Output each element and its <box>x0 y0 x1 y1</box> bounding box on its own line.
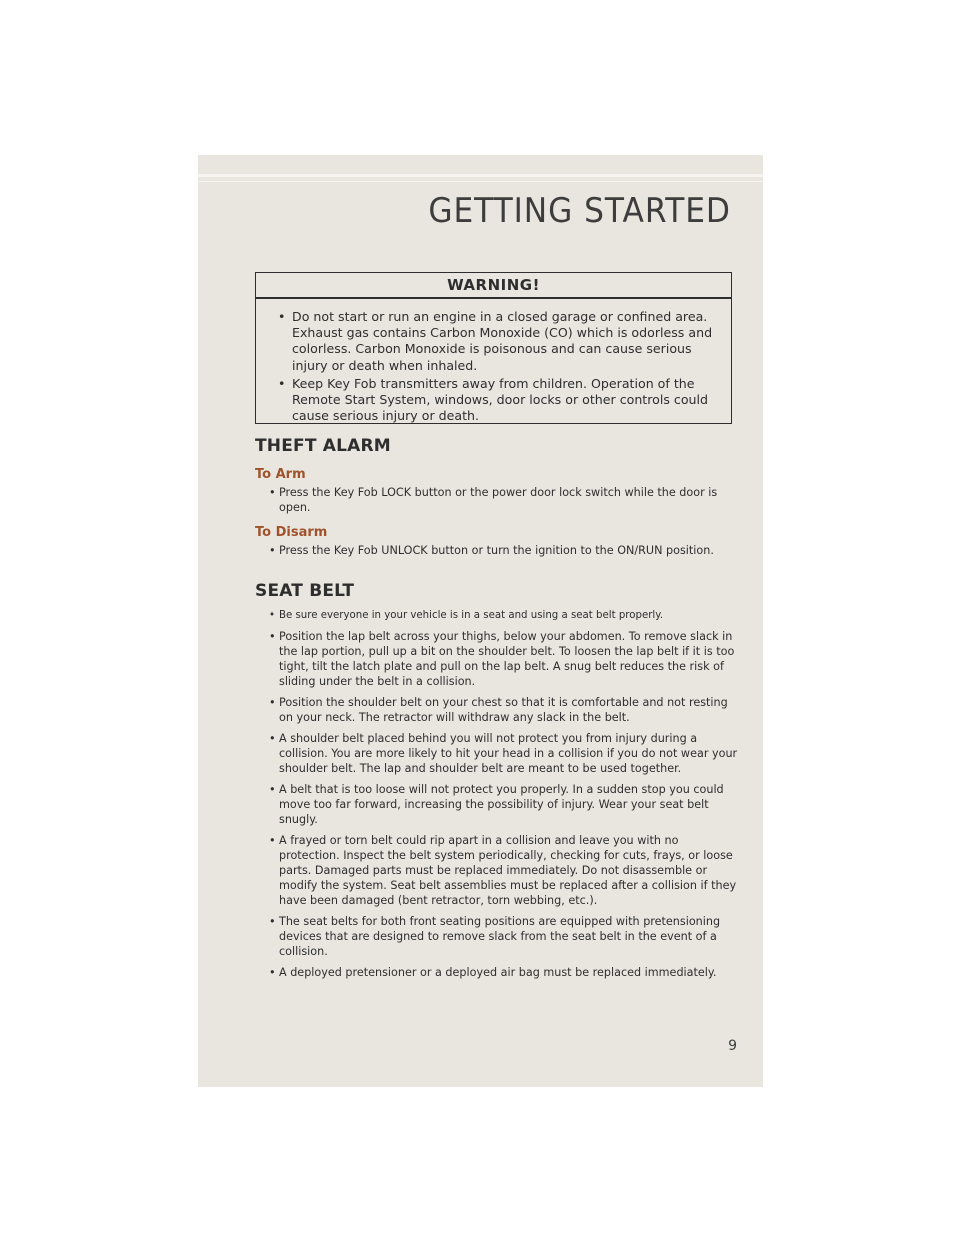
header-rule-thin <box>198 181 763 182</box>
list-item: • Press the Key Fob LOCK button or the power door lock switch while the door is open. <box>269 485 739 515</box>
warning-title: WARNING! <box>256 273 731 299</box>
list-item: • The seat belts for both front seating positions are equipped with pretensioning devices that are designed to remove slack from the seat belt in the event of a collision. <box>269 914 739 959</box>
list-item: • A deployed pretensioner or a deployed air bag must be replaced immediately. <box>269 965 739 980</box>
list-item: • A frayed or torn belt could rip apart in a collision and leave you with no protection. Inspect the belt system periodically, checking for cuts, frays, or loose parts. Damaged parts must be replaced immediately. Do not disassemble or modify the system. Seat belt assemblies must be replaced after a collision if they have been damaged (bent retractor, torn webbing, etc.). <box>269 833 739 908</box>
warning-list <box>256 299 731 424</box>
warning-box <box>255 272 732 424</box>
warning-item: • Do not start or run an engine in a closed garage or confined area. Exhaust gas contains Carbon Monoxide (CO) which is odorless and colorless. Carbon Monoxide is poisonous and can cause serious injury or death when inhaled. <box>276 309 717 374</box>
list-item: • Press the Key Fob UNLOCK button or turn the ignition to the ON/RUN position. <box>269 543 739 558</box>
to-arm-list <box>269 485 739 515</box>
to-arm-heading: To Arm <box>255 467 306 482</box>
list-item: • Position the shoulder belt on your chest so that it is comfortable and not resting on your neck. The retractor will withdraw any slack in the belt. <box>269 695 739 725</box>
list-item: • Be sure everyone in your vehicle is in a seat and using a seat belt properly. <box>269 608 739 623</box>
theft-alarm-heading: THEFT ALARM <box>255 436 391 456</box>
seat-belt-heading: SEAT BELT <box>255 581 355 601</box>
to-disarm-list <box>269 543 739 558</box>
manual-page <box>198 155 763 1087</box>
list-item: • A shoulder belt placed behind you will not protect you from injury during a collision. You are more likely to hit your head in a collision if you do not wear your shoulder belt. The lap and shoulder belt are meant to be used together. <box>269 731 739 776</box>
page-number: 9 <box>728 1038 737 1054</box>
header-rule <box>198 174 763 177</box>
list-item: • Position the lap belt across your thighs, below your abdomen. To remove slack in the lap portion, pull up a bit on the shoulder belt. To loosen the lap belt if it is too tight, tilt the latch plate and pull on the lap belt. A snug belt reduces the risk of sliding under the belt in a collision. <box>269 629 739 689</box>
seat-belt-list <box>269 608 739 986</box>
to-disarm-heading: To Disarm <box>255 525 328 540</box>
section-header: GETTING STARTED <box>428 191 731 231</box>
list-item: • A belt that is too loose will not protect you properly. In a sudden stop you could move too far forward, increasing the possibility of injury. Wear your seat belt snugly. <box>269 782 739 827</box>
warning-item: • Keep Key Fob transmitters away from children. Operation of the Remote Start System, windows, door locks or other controls could cause serious injury or death. <box>276 376 717 425</box>
